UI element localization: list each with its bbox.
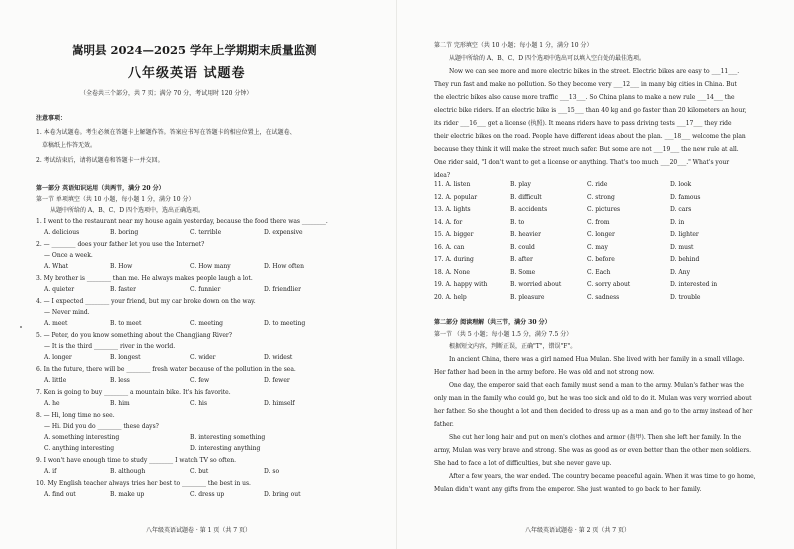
cloze-option: D. in: [670, 218, 685, 226]
question-stem: 3. My brother is ________ than me. He always makes people laugh a lot.: [36, 275, 253, 282]
cloze-option: B. Some: [510, 268, 536, 276]
cloze-option: B. heavier: [510, 231, 541, 238]
section-2-heading: 第二节 完形填空（共 10 小题；每小题 1 分，满分 10 分）: [434, 42, 593, 49]
cloze-option: 20. A. help: [434, 293, 467, 301]
reading-line: Mulan didn't want any gifts from the emperor. She just wanted to go back to her family.: [434, 486, 702, 493]
cloze-line: its rider ___16___ get a license (执照). It means riders have to pass driving tests ___17___ they ride: [434, 120, 732, 127]
question-option: D. friendlier: [264, 286, 301, 293]
question-stem: 8. — Hi, long time no see.: [36, 412, 115, 419]
note-1-cont: 草稿纸上作答无效。: [42, 142, 97, 149]
cloze-line: electric bike riders. If an electric bike is ___15___ than 40 kg and go faster than 20 kilometers an hour,: [434, 107, 747, 114]
question-option: A. meet: [44, 320, 68, 327]
section-3-heading: 第一节 （共 5 小题；每小题 1.5 分，满分 7.5 分）: [434, 331, 573, 338]
question-option: D. so: [264, 468, 280, 475]
cloze-option: 11. A. listen: [434, 181, 471, 188]
cloze-option: D. famous: [670, 193, 701, 201]
question-option: A. quieter: [44, 286, 75, 293]
cloze-option: 19. A. happy with: [434, 281, 488, 288]
question-option: B. less: [110, 377, 130, 384]
question-dialogue: — Never mind.: [44, 309, 90, 316]
cloze-line: the electric bikes also cause more traffic ___13___. So China plans to make a new rule ___14___ the: [434, 94, 735, 101]
cloze-option: 18. A. None: [434, 268, 470, 276]
question-option: D. fewer: [264, 377, 290, 384]
cloze-line: idea?: [434, 172, 451, 179]
cloze-option: D. cars: [670, 206, 692, 213]
cloze-option: B. could: [510, 243, 535, 251]
question-option: C. but: [190, 468, 209, 475]
question-option: A. find out: [44, 491, 76, 498]
note-2: 2. 考试结束后，请将试题卷和答题卡一并交回。: [36, 157, 164, 164]
question-option: A. delicious: [44, 229, 80, 236]
reading-line: She had to face a lot of difficulties, but she never gave up.: [434, 460, 612, 467]
question-option: B. longest: [110, 354, 141, 361]
reading-line: In ancient China, there was a girl named Hua Mulan. She lived with her family in a small village.: [449, 356, 745, 363]
question-option: D. widest: [264, 354, 293, 361]
question-option: D. expensive: [264, 229, 303, 236]
reading-line: father.: [434, 421, 454, 428]
question-stem: 9. I won't have enough time to study ________ I watch TV so often.: [36, 457, 237, 464]
cloze-option: B. accidents: [510, 206, 548, 213]
question-stem: 4. — I expected ________ your friend, but my car broke down on the way.: [36, 298, 256, 305]
exam-title: 嵩明县 2024—2025 学年上学期期末质量监测: [72, 43, 317, 57]
question-option: B. interesting something: [190, 434, 266, 441]
notes-heading: 注意事项：: [36, 115, 67, 122]
question-option: A. What: [44, 263, 69, 270]
question-stem: 10. My English teacher always tries her best to ________ the best in us.: [36, 480, 251, 487]
reading-line: One day, the emperor said that each family must send a man to the army. Mulan's father was the: [449, 382, 744, 389]
exam-info: （全卷共三个部分，共 7 页；满分 70 分，考试用时 120 分钟）: [80, 90, 253, 97]
reading-line: She cut her long hair and put on men's clothes and armor (盔甲). Then she left her family. In the: [449, 434, 742, 441]
page-footer: 八年级英语试题卷 · 第 2 页（共 7 页）: [525, 527, 630, 534]
reading-line: After a few years, the war ended. The country became peaceful again. When it was time to go home,: [449, 473, 756, 480]
question-option: A. little: [44, 377, 67, 384]
cloze-option: C. strong: [587, 193, 615, 201]
question-stem: 6. In the future, there will be ________ fresh water because of the pollution in the sea.: [36, 366, 296, 373]
question-dialogue: — Hi. Did you do ________ these days?: [44, 423, 159, 430]
cloze-option: C. sorry about: [587, 281, 631, 288]
section-1-heading: 第一节 单项填空（共 10 小题，每小题 1 分，满分 10 分）: [36, 196, 195, 203]
cloze-option: B. play: [510, 181, 531, 188]
question-option: B. boring: [110, 229, 139, 236]
cloze-option: C. may: [587, 243, 608, 251]
cloze-line: their electric bikes on the road. People have different ideas about the plan. ___18___ welcome the plan: [434, 133, 746, 140]
question-option: D. How often: [264, 263, 304, 270]
cloze-option: B. worried about: [510, 281, 562, 288]
cloze-option: C. before: [587, 256, 615, 263]
cloze-option: 12. A. popular: [434, 193, 478, 201]
cloze-option: B. pleasure: [510, 293, 545, 301]
cloze-option: C. longer: [587, 231, 615, 238]
cloze-option: B. to: [510, 218, 525, 226]
cloze-option: 14. A. for: [434, 218, 463, 226]
question-option: C. terrible: [190, 229, 222, 236]
reading-line: army, Mulan was very brave and strong. She was as good as or even better than the other men soldiers.: [434, 447, 752, 454]
question-dialogue: — Once a week.: [44, 252, 93, 259]
note-1: 1. 本卷为试题卷。考生必须在答题卡上解题作答。答案应书写在答题卡的相应位置上，在试题卷、: [36, 129, 296, 136]
cloze-option: D. Any: [670, 268, 690, 276]
cloze-option: D. look: [670, 181, 692, 188]
question-option: C. meeting: [190, 320, 224, 327]
cloze-option: D. trouble: [670, 293, 701, 301]
question-stem: 1. I went to the restaurant near my house again yesterday, because the food there was ________.: [36, 218, 328, 225]
cloze-line: because they think it will make the street much safer. But some are not ___19___ the new rule at all.: [434, 146, 739, 153]
question-stem: 2. — ________ does your father let you use the Internet?: [36, 241, 205, 248]
reading-line: her father. So she thought a lot and then decided to dress up as a man and go to the army instead of her: [434, 408, 753, 415]
cloze-option: 16. A. can: [434, 243, 465, 251]
cloze-line: Now we can see more and more electric bikes in the street. Electric bikes are easy to ___11___.: [449, 68, 740, 75]
question-option: D. interesting anything: [190, 445, 261, 452]
cloze-option: D. lighter: [670, 231, 699, 238]
question-option: D. himself: [264, 400, 295, 407]
question-option: A. longer: [44, 354, 72, 361]
cloze-option: B. difficult: [510, 193, 542, 201]
question-option: B. How: [110, 263, 133, 270]
question-option: B. faster: [110, 286, 136, 293]
cloze-option: D. must: [670, 243, 694, 251]
cloze-option: C. pictures: [587, 206, 621, 213]
section-3-instruction: 根据短文内容，判断正误，正确"T"，错误"F"。: [449, 343, 577, 350]
question-option: C. his: [190, 400, 208, 407]
question-option: D. to meeting: [264, 320, 306, 327]
question-option: C. funnier: [190, 286, 221, 293]
question-option: A. if: [44, 468, 57, 475]
question-option: C. wider: [190, 354, 216, 361]
question-option: D. bring out: [264, 491, 301, 498]
question-option: B. although: [110, 468, 146, 475]
question-option: B. to meet: [110, 320, 142, 327]
cloze-option: D. interested in: [670, 281, 718, 288]
exam-subject-title: 八年级英语 试题卷: [128, 66, 246, 81]
question-option: B. make up: [110, 491, 145, 498]
question-option: A. something interesting: [44, 434, 120, 441]
cloze-option: C. Each: [587, 268, 611, 276]
question-option: B. him: [110, 400, 130, 407]
cloze-line: One rider said, "I don't want to get a license or anything. That's too much ___20___." What's your: [434, 159, 730, 166]
section-1-instruction: 从题中所给的 A、B、C、D 四个选项中，选出正确选项。: [50, 207, 204, 214]
cloze-option: 15. A. bigger: [434, 231, 474, 238]
cloze-option: 13. A. lights: [434, 206, 471, 213]
cloze-option: C. sadness: [587, 293, 620, 301]
question-option: C. few: [190, 377, 210, 384]
question-dialogue: — It is the third ________ river in the world.: [44, 343, 176, 350]
question-option: C. dress up: [190, 491, 225, 498]
part-1-heading: 第一部分 英语知识运用（共两节，满分 20 分）: [36, 185, 165, 192]
reading-line: Her father had been in the army before. He was old and not strong now.: [434, 369, 655, 376]
cloze-option: C. from: [587, 218, 610, 226]
cloze-option: C. ride: [587, 181, 608, 188]
cloze-option: B. after: [510, 256, 533, 263]
section-2-instruction: 从题中所给的 A、B、C、D 四个选项中选出可以填入空白处的最佳选项。: [449, 55, 645, 62]
cloze-option: 17. A. during: [434, 256, 474, 263]
question-option: A. he: [44, 400, 60, 407]
page-footer: 八年级英语试题卷 · 第 1 页（共 7 页）: [146, 527, 251, 534]
question-option: C. How many: [190, 263, 231, 270]
exam-page-2: [397, 0, 794, 549]
question-stem: 7. Ken is going to buy ________ a mountain bike. It's his favorite.: [36, 389, 231, 396]
part-2-heading: 第二部分 阅读理解（共三节，满分 30 分）: [434, 319, 551, 326]
question-stem: 5. — Peter, do you know something about the Changjiang River?: [36, 332, 232, 339]
question-option: C. anything interesting: [44, 445, 115, 452]
cloze-line: They run fast and make no pollution. So they become very ___12___ in many big cities in China. But: [434, 81, 737, 88]
cloze-option: D. behind: [670, 256, 700, 263]
reading-line: only man in the family who could go, but he was too sick and old to do it. Mulan was very worried about: [434, 395, 752, 402]
margin-mark: [20, 326, 22, 328]
